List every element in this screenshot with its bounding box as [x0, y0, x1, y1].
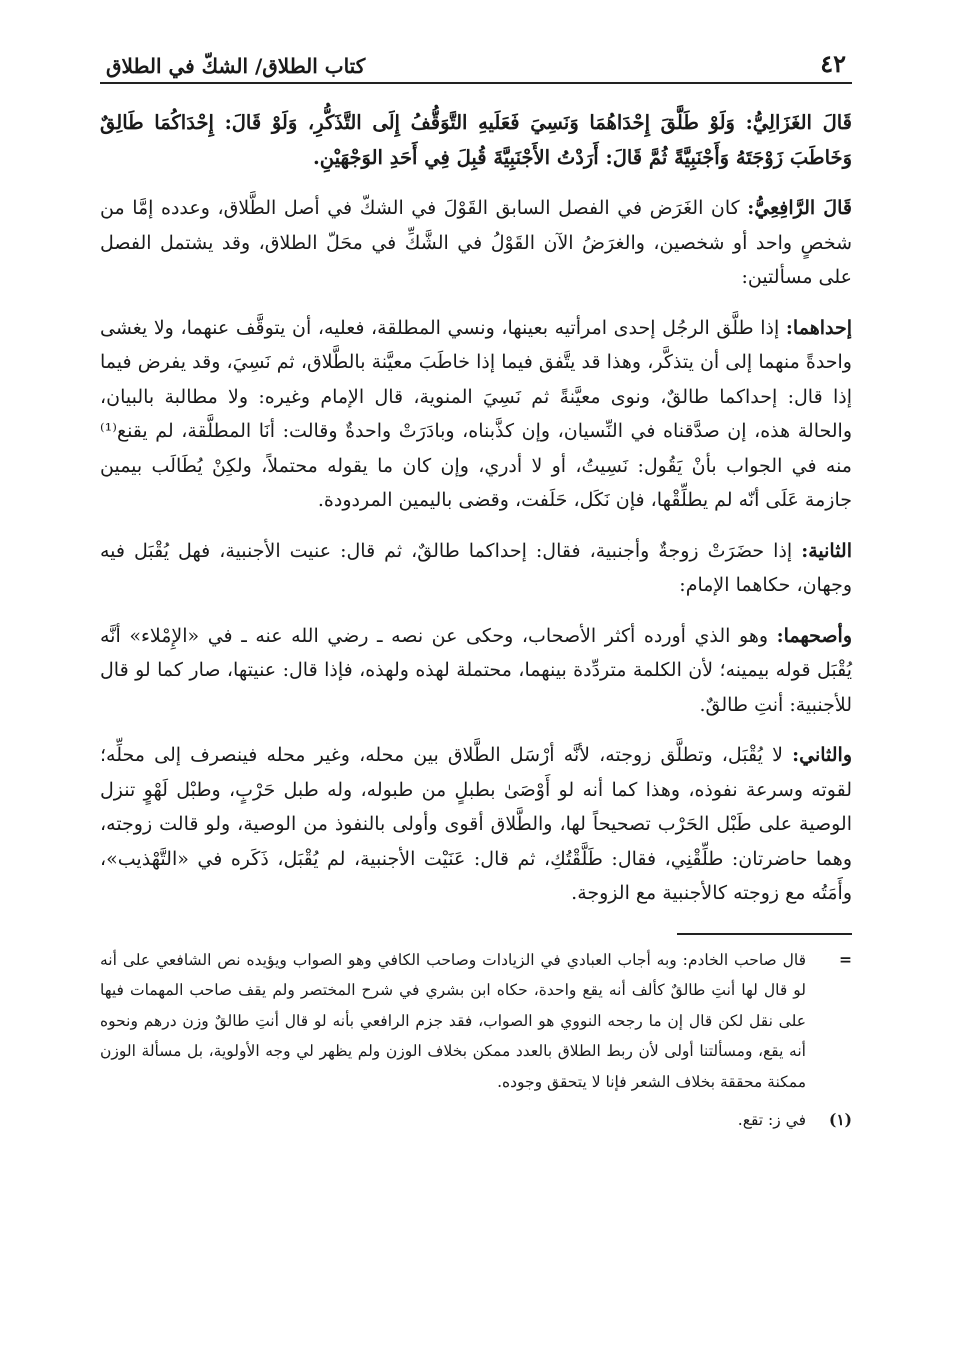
paragraph-lead: الثانية: — [801, 539, 852, 562]
footnote — [100, 1105, 852, 1136]
paragraph-text: إذا طلَّق الرجُل إحدى امرأتيه بعينها، ونسي المطلقة، فعليه، أن يتوقَّف عنهما، ولا يغشى واحدةً منهما إلى أن يتذكَّر، وهذا قد يتَّفق فيما إذا خاطَبَ معيَّنة بالطَّلاق، ثم نَسِيَ، وقد يفرض فيما إذا قال: إحداكما طالقٌ، ونوى معيَّنةً ثم نَسِيَ المنوية، قال الإمام وغيره: ولا مطالبة بالبيان، والحالة هذه، إن صدَّقناه في النِّسيان، وإن كذَّبناه، وبادَرَتْ واحدةٌ وقالت: أنَا المطلَّقة، لم يقنع⁽¹⁾ منه في الجواب بأنْ يَقُول: نَسِيتُ، أو لا أدري، وإن كان ما يقوله محتملاً، ولكِنْ يُطَالَب بيمين جازمة عَلَى أنّه لم يطلِّقْها، فإن نَكَل، حَلَفت، وقضى باليمين المردودة. — [100, 316, 852, 511]
page-header — [100, 38, 852, 84]
second-view-paragraph — [100, 738, 852, 911]
running-title: كتاب الطلاق/ الشكّ في الطلاق — [106, 54, 366, 78]
footnote-text: في ز: تقع. — [737, 1111, 806, 1129]
footnote-separator — [677, 933, 852, 935]
paragraph-text: كان الغَرَض في الفصل السابق القَوْلَ في الشكّ في أصل الطَّلاق، وعدده إمَّا من شخصٍ واحد أو شخصين، والغرَضُ الآن القَوْلُ في الشَّكِّ في محَلّ الطلاق، وقد يشتمل الفصل على مسألتين: — [100, 197, 852, 288]
first-issue-paragraph — [100, 311, 852, 518]
paragraph-text: قَالَ الغَزَالِيُّ: وَلَوْ طَلَّقَ إِحْدَاهُمَا وَنَسِيَ فَعَلَيهِ التَّوَقُّفُ إِلَى التَّذَكُّرِ، وَلَوْ قَالَ: إِحْدَاكُمَا طَالِقٌ وَخَاطَبَ زَوْجَتَهُ وَأَجْنَبِيَّةً ثُمَّ قَالَ: أَرَدْتُ الأَجْنَبِيَّةَ قُبِلَ فِي أَحَدِ الوَجْهَيْنِ. — [100, 111, 852, 169]
matn-paragraph — [100, 106, 852, 175]
footnotes — [100, 945, 852, 1136]
paragraph-lead: قَالَ الرَّافِعِيُّ: — [747, 197, 852, 219]
paragraph-lead: والثاني: — [792, 744, 852, 766]
second-issue-paragraph — [100, 534, 852, 603]
paragraph-text: لا يُقْبَل، وتطلَّق زوجته، لأنَّه أرْسَل الطَّلاق بين محله، وغير محله فينصرف إلى محلِّه؛ لقوته وسرعة نفوذه، وهذا كما أنه لو أَوْصَىٰ بطبلٍ من طبوله، وله طبل حَرْبٍ، وطبْل لَهْوٍ تنزل الوصية على طَبْل الحَرْب تصحيحاً لها، والطَّلاق أقوى وأولى بالنفوذ من الوصية، ولو قالت زوجته، وهما حاضرتان: طلِّقْنِي، فقال: طَلَّقْتُكِ، ثم قال: عَنَيْت الأجنبية، لم يُقْبَل، ذَكَره في «التَّهْذيب»، وأَمَتُه مع زوجته كالأجنبية مع الزوجة. — [100, 744, 852, 904]
footnote-marker: (١) — [828, 1110, 852, 1129]
footnote-text: قال صاحب الخادم: وبه أجاب العبادي في الزيادات وصاحب الكافي وهو الصواب ويؤيده نص الشافعي على أنه لو قال لها أنتِ طالقٌ كألف أنه يقع واحدة، حكاه ابن بشري في شرح المختصر ولم يقف صاحب المهمات فيها على نقل لكن قال إن ما رجحه النووي هو الصواب، فقد جزم الرافعي بأنه لو قال أنتِ طالقٌ وزن درهم ونحوه أنه يقع، ومسألتنا أولى لأن ربط الطلاق بالعدد ممكن بخلاف الوزن ولم يظهر لي وجه الأولوية، بل مسألة الوزن ممكنة محققة بخلاف الشعر فإنا لا يتحقق وجوده. — [100, 950, 806, 1091]
sharh-paragraph — [100, 191, 852, 295]
footnote — [100, 945, 852, 1098]
footnote-marker: = — [839, 949, 852, 969]
paragraph-lead: وأصحهما: — [776, 624, 852, 647]
first-view-paragraph — [100, 619, 852, 723]
main-text — [100, 106, 852, 911]
book-page — [100, 38, 852, 1136]
paragraph-text: إذا حضَرَتْ زوجةٌ وأجنبية، فقال: إحداكما طالقٌ، ثم قال: عنيت الأجنبية، فهل يُقْبَل فيه وجهان، حكاهما الإمام: — [100, 539, 852, 596]
page-number: ٤٢ — [820, 49, 846, 78]
paragraph-text: وهو الذي أورده أكثر الأصحاب، وحكى عن نصه ـ رضي الله عنه ـ في «الإِمْلاء» أنَّه يُقْبَل قوله بيمينه؛ لأن الكلمة متردِّدة بينهما، محتملة لهذه ولهذه، فإذا قال: عنيتها، صار كما لو قال للأجنبية: أنتِ طالقٌ. — [100, 624, 852, 716]
paragraph-lead: إحداهما: — [785, 316, 852, 339]
